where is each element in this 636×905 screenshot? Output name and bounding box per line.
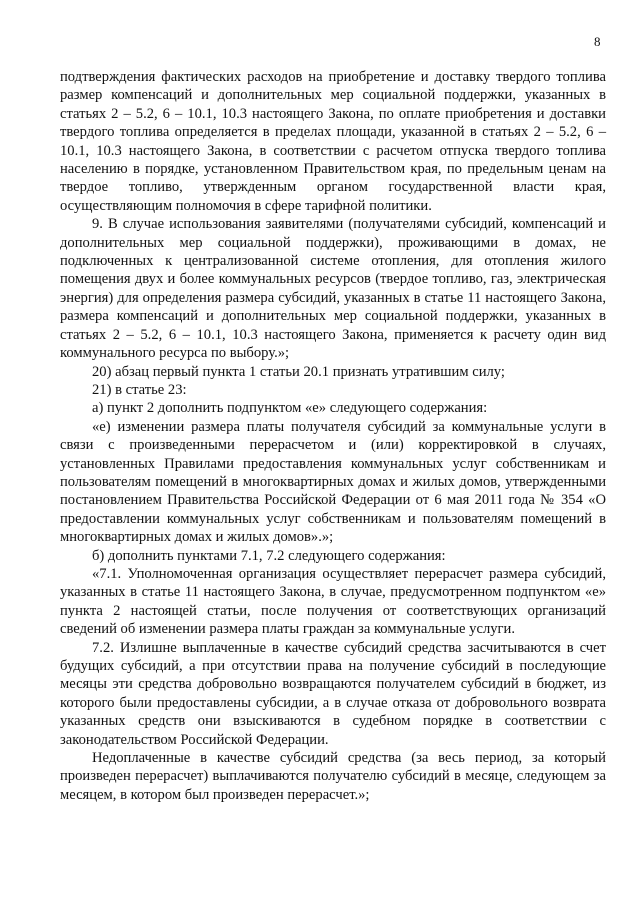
paragraph-subitem-a: а) пункт 2 дополнить подпунктом «е» следующего содержания: <box>92 400 488 417</box>
paragraph-clause-9: 9. В случае использования заявителями (получателями субсидий, компенсаций и дополнительных мер социальной поддержки), проживающими в домах, не подключенных к централизованной системе отопления, для отопления жилого помещения двух и более коммунальных ресурсов (твердое топливо, газ, электрическая энергия) для определения размера субсидий, указанных в статье 11 настоящего Закона, размера компенсаций и дополнительных мер социальной поддержки, указанных в статьях 2 – 5.2, 6 – 10.1, 10.3 настоящего Закона, применяется к расчету один вид коммунального ресурса по выбору.»; <box>60 216 606 362</box>
document-body <box>60 68 606 804</box>
paragraph-point-7-1: «7.1. Уполномоченная организация осуществляет перерасчет размера субсидий, указанных в статье 11 настоящего Закона, в случае, предусмотренном подпунктом «е» пункта 2 настоящей статьи, после получения от соответствующих организаций сведений об изменении размера платы граждан за коммунальные услуги. <box>60 565 606 638</box>
paragraph-underpaid: Недоплаченные в качестве субсидий средства (за весь период, за который произведен перерасчет) выплачиваются получателю субсидий в месяце, следующем за месяцем, в котором был произведен перерасчет.»; <box>60 750 606 803</box>
page-number: 8 <box>594 34 601 49</box>
paragraph-point-7-2: 7.2. Излишне выплаченные в качестве субсидий средства засчитываются в счет будущих субсидий, а при отсутствии права на получение субсидий в последующие месяцы эти средства добровольно возвращаются получателем субсидий в бюджет, из которого были предоставлены субсидии, а в случае отказа от добровольного возврата указанных средств они взыскиваются в судебном порядке в соответствии с законодательством Российской Федерации. <box>60 639 606 748</box>
paragraph-subpoint-e: «е) изменении размера платы получателя субсидий за коммунальные услуги в связи с произведенными перерасчетом и (или) корректировкой в случаях, установленных Правилами предоставления коммунальных услуг собственникам и пользователям помещений в многоквартирных домах и жилых домов, утвержденными постановлением Правительства Российской Федерации от 6 мая 2011 года № 354 «О предоставлении коммунальных услуг собственникам и пользователям помещений в многоквартирных домах и жилых домов».»; <box>60 418 606 546</box>
paragraph-subitem-b: б) дополнить пунктами 7.1, 7.2 следующего содержания: <box>92 547 446 564</box>
paragraph-continuation: подтверждения фактических расходов на приобретение и доставку твердого топлива размер компенсаций и дополнительных мер социальной поддержки, указанных в статьях 2 – 5.2, 6 – 10.1, 10.3 настоящего Закона, по оплате приобретения и доставки твердого топлива определяется в пределах площади, указанной в статьях 2 – 5.2, 6 – 10.1, 10.3 настоящего Закона, в соответствии с расчетом отпуска твердого топлива населению в порядке, установленном Правительством края, по предельным ценам на твердое топливо, утвержденным органом государственной власти края, осуществляющим полномочия в сфере тарифной политики. <box>60 69 606 214</box>
paragraph-item-21: 21) в статье 23: <box>92 381 187 398</box>
paragraph-item-20: 20) абзац первый пункта 1 статьи 20.1 признать утратившим силу; <box>92 363 505 380</box>
